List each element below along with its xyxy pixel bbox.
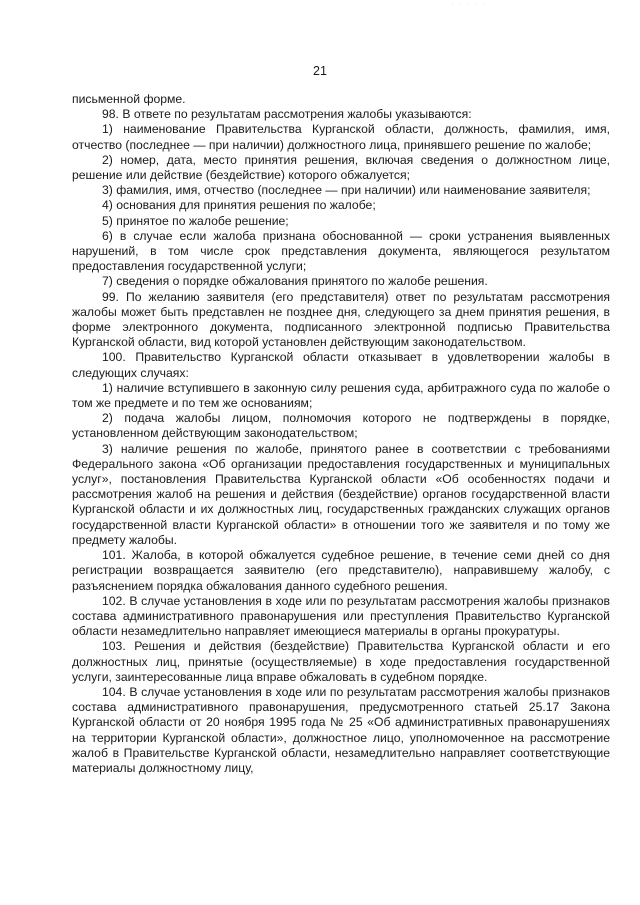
paragraph: 3) наличие решения по жалобе, принятого ранее в соответствии с требованиями Федерального закона «Об организации предоставления государственных и муниципальных услуг», постановления Правительства Курганской области «Об особенностях подачи и рассмотрения жалоб на решения и действия (бездействие) органов государственной власти Курганской области и их должностных лиц, государственных гражданских служащих органов государственной власти Курганской области» в отношении того же заявителя и по тому же предмету жалобы. (72, 441, 610, 547)
paragraph: 2) подача жалобы лицом, полномочия которого не подтверждены в порядке, установленном действующим законодательством; (72, 411, 610, 441)
paragraph: 2) номер, дата, место принятия решения, включая сведения о должностном лице, решение или действие (бездействие) которого обжалуется; (72, 152, 610, 183)
paragraph: 1) наличие вступившего в законную силу решения суда, арбитражного суда по жалобе о том же предмете и по тем же основаниям; (72, 380, 610, 411)
paragraph: 101. Жалоба, в которой обжалуется судебное решение, в течение семи дней со дня регистрации возвращается заявителю (его представителю), направившему жалобу, с разъяснением порядка обжалования данного судебного решения. (72, 548, 610, 593)
page-number: 21 (313, 64, 327, 78)
scan-artifact: · · · · · (452, 2, 487, 8)
paragraph: 4) основания для принятия решения по жалобе; (102, 198, 376, 213)
paragraph: 102. В случае установления в ходе или по результатам рассмотрения жалобы признаков состава административного правонарушения или преступления Правительство Курганской области незамедлительно направляет имеющиеся материалы в органы прокуратуры. (72, 593, 610, 639)
paragraph: 104. В случае установления в ходе или по результатам рассмотрения жалобы признаков состава административного правонарушения, предусмотренного статьей 25.17 Закона Курганской области от 20 ноября 1995 года № 25 «Об административных правонарушениях на территории Курганской области», должностное лицо, уполномоченное на рассмотрение жалоб в Правительстве Курганской области, незамедлительно направляет соответствующие материалы должностному лицу, (72, 684, 610, 775)
paragraph: 5) принятое по жалобе решение; (102, 213, 289, 228)
paragraph: 98. В ответе по результатам рассмотрения жалобы указываются: (102, 107, 472, 122)
paragraph: 100. Правительство Курганской области отказывает в удовлетворении жалобы в следующих случаях: (72, 350, 610, 380)
paragraph: 99. По желанию заявителя (его представителя) ответ по результатам рассмотрения жалобы может быть представлен не позднее дня, следующего за днем принятия решения, в форме электронного документа, подписанного электронной подписью Правительства Курганской области, вид которой установлен действующим законодательством. (72, 289, 610, 350)
paragraph: 1) наименование Правительства Курганской области, должность, фамилия, имя, отчество (последнее — при наличии) должностного лица, принявшего решение по жалобе; (72, 122, 610, 152)
paragraph: 7) сведения о порядке обжалования принятого по жалобе решения. (102, 274, 488, 289)
paragraph: 103. Решения и действия (бездействие) Правительства Курганской области и его должностных лиц, принятые (осуществляемые) в ходе предоставления государственной услуги, заинтересованные лица вправе обжаловать в судебном порядке. (72, 639, 610, 684)
paragraph: 6) в случае если жалоба признана обоснованной — сроки устранения выявленных нарушений, в том числе срок представления документа, являющегося результатом предоставления государственной услуги; (72, 228, 610, 274)
document-body (72, 92, 610, 776)
paragraph: письменной форме. (72, 92, 186, 106)
paragraph: 3) фамилия, имя, отчество (последнее — при наличии) или наименование заявителя; (102, 183, 591, 198)
